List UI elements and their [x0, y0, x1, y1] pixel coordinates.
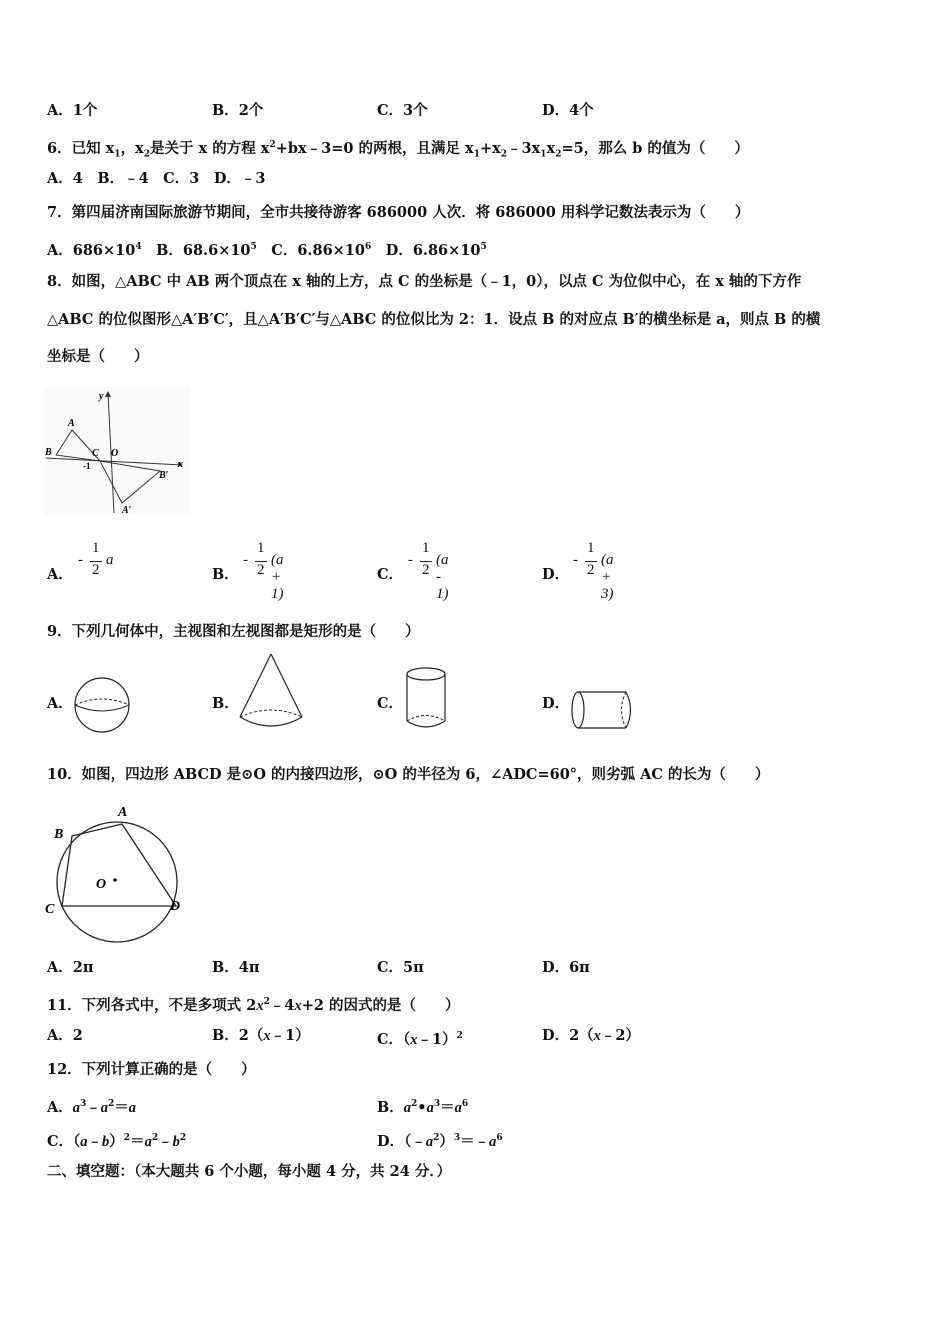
q10-fig-d: D [170, 899, 181, 914]
q8-fig-aprime: A′ [122, 505, 132, 516]
q9-stem: 9．下列几何体中，主视图和左视图都是矩形的是（ ） [47, 623, 420, 640]
q10-fig-o: O [96, 877, 107, 892]
q9-option-d-letter: D． [542, 695, 570, 712]
cylinder-upright-icon [403, 665, 449, 731]
q8-option-c-letter: C． [377, 566, 404, 583]
q8-fig-bprime: B′ [159, 470, 169, 481]
q8-stem-line2: △ABC 的位似图形△A′B′C′，且△A′B′C′与△ABC 的位似比为 2：1．设点 B 的对应点 B′的横坐标是 a，则点 B 的横 [47, 311, 821, 328]
q5-option-b: B．2个 [212, 102, 264, 119]
q12-option-b: B．$a^2•a^3=a^6$ [377, 1098, 469, 1116]
q10-option-a: A．2π [47, 959, 94, 976]
q8-figure [42, 385, 192, 520]
q10-option-c: C．5π [377, 959, 424, 976]
cylinder-lying-icon [568, 688, 636, 732]
q8-fig-y: y [99, 391, 104, 402]
q6-stem: 6．已知 $x_1$，$x_2$是关于 x 的方程 $x^2+bx﹣3=0$ 的两根，且满足 $x_1+x_2﹣3x_1x_2=5$，那么 b 的值为（ ） [47, 139, 749, 160]
cone-icon [236, 651, 306, 733]
q10-fig-a: A [118, 805, 128, 820]
q8-fig-o: O [111, 448, 119, 459]
q10-stem: 10．如图，四边形 ABCD 是⊙O 的内接四边形，⊙O 的半径为 6，∠ADC=60°，则劣弧 AC 的长为（ ） [47, 766, 770, 783]
q10-fig-c: C [45, 902, 55, 917]
q7-options: A．$686\times 10^4$ B．$68.6\times 10^5$ C．$6.86\times 10^6$ D．$6.86\times 10^5$ [47, 241, 487, 259]
q12-option-a: A．$a^3﹣a^2=a$ [47, 1098, 137, 1116]
q11-option-d: D．2（x﹣2） [542, 1027, 641, 1044]
sphere-icon [72, 675, 132, 735]
q8-fig-x: x [178, 459, 183, 470]
q11-option-b: B．2（x﹣1） [212, 1027, 310, 1044]
q8-fig-c: C [92, 448, 99, 459]
q8-fig-b: B [45, 447, 52, 458]
q5-option-d: D．4个 [542, 102, 594, 119]
q12-stem: 12．下列计算正确的是（ ） [47, 1061, 256, 1078]
section-2-heading: 二、填空题：（本大题共 6 个小题，每小题 4 分，共 24 分．） [47, 1163, 452, 1180]
q8-fig-a: A [68, 418, 75, 429]
q5-option-a: A．1个 [47, 102, 98, 119]
q12-option-c: C．$(a﹣b)^2=a^2﹣b^2$ [47, 1132, 187, 1150]
q10-fig-b: B [54, 827, 64, 842]
q9-option-c-letter: C． [377, 695, 404, 712]
q8-option-b-letter: B． [212, 566, 239, 583]
q11-option-c: C．（x﹣1）$^2$ [377, 1030, 463, 1048]
q8-option-d-letter: D． [542, 566, 570, 583]
q5-option-c: C．3个 [377, 102, 428, 119]
q10-option-b: B．4π [212, 959, 260, 976]
q9-option-a-letter: A． [47, 695, 73, 712]
q11-stem: 11．下列各式中，不是多项式 $2x^2﹣4x+2$ 的因式的是（ ） [47, 996, 460, 1014]
q10-option-d: D．6π [542, 959, 590, 976]
q9-option-b-letter: B． [212, 695, 239, 712]
q10-figure [42, 798, 192, 946]
q7-stem: 7．第四届济南国际旅游节期间，全市共接待游客 686000 人次．将 686000 用科学记数法表示为（ ） [47, 204, 750, 221]
q6-options: A．4 B．﹣4 C．3 D．﹣3 [47, 170, 266, 187]
q8-fig-neg1: -1 [83, 461, 91, 471]
q11-option-a: A．2 [47, 1027, 83, 1044]
q8-option-a-letter: A． [47, 566, 73, 583]
q12-option-d: D．$(﹣a^2)^3=﹣a^6$ [377, 1132, 503, 1150]
q8-stem-line3: 坐标是（ ） [47, 348, 149, 365]
q8-stem-line1: 8．如图，△ABC 中 AB 两个顶点在 x 轴的上方，点 C 的坐标是（﹣1，0），以点 C 为位似中心，在 x 轴的下方作 [47, 273, 802, 290]
